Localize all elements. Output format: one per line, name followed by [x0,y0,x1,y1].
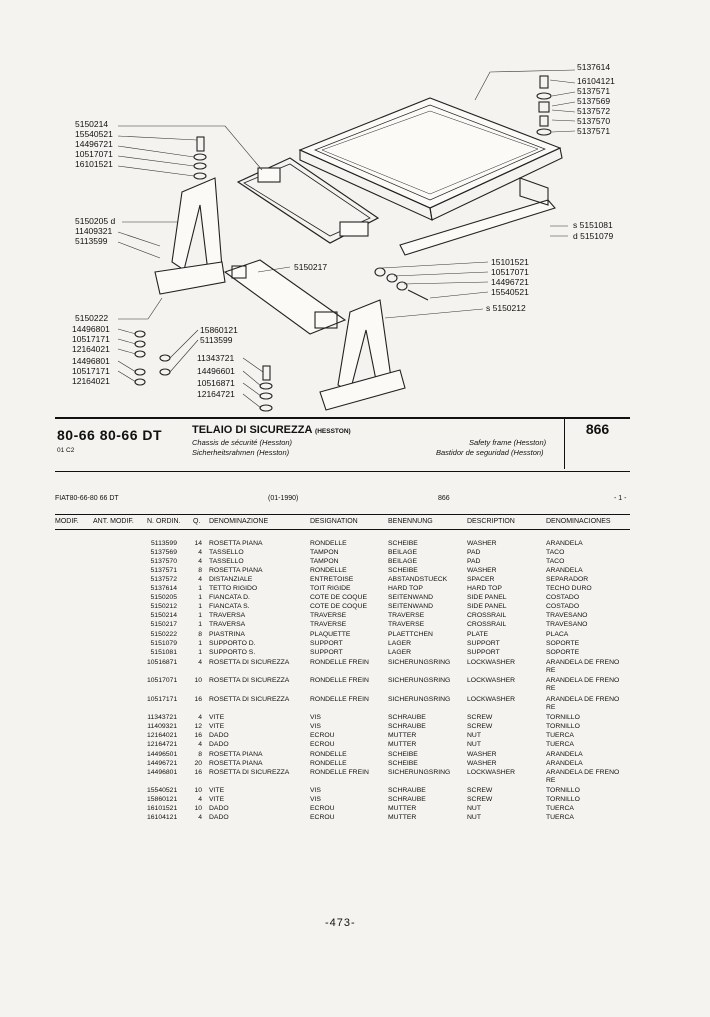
col-de: BENENNUNG [388,518,433,525]
cell-en: HARD TOP [467,585,502,592]
cell-it: ROSETTA DI SICUREZZA [209,677,290,684]
cell-ord: 5137571 [150,567,177,574]
cell-q: 20 [194,760,202,767]
cell-fr: RONDELLE [310,760,347,767]
cell-es: ARANDELA [546,751,583,758]
cell-fr: ENTRETOISE [310,576,354,583]
cell-q: 4 [198,714,202,721]
cell-en: CROSSRAIL [467,621,507,628]
cell-ord: 11343721 [147,714,177,721]
cell-en: SIDE PANEL [467,603,507,610]
cell-fr: SUPPORT [310,649,343,656]
cell-fr: COTE DE COQUE [310,603,368,610]
cell-fr: TRAVERSE [310,612,347,619]
cell-it: DADO [209,732,229,739]
cell-fr: RONDELLE FREIN [310,659,369,666]
cell-es: ARANDELA [546,540,583,547]
cell-it: ROSETTA PIANA [209,567,263,574]
cell-es: ARANDELA DE FRENO RE [546,677,620,692]
cell-it: TASSELLO [209,558,244,565]
cell-ord: 5151079 [150,640,177,647]
part-label: s 5150212 [486,303,526,313]
part-label: 5137571 [577,86,611,96]
cell-en: PLATE [467,631,489,638]
cell-fr: RONDELLE [310,567,347,574]
part-label: 12164021 [72,344,110,354]
frame-name-es: Bastidor de seguridad (Hesston) [436,448,544,457]
cell-fr: COTE DE COQUE [310,594,368,601]
frame-name-it-text: TELAIO DI SICUREZZA [192,424,312,436]
cell-es: ARANDELA [546,567,583,574]
hard-top-roof [300,98,562,220]
cell-en: LOCKWASHER [467,677,516,684]
cell-de: BEILAGE [388,549,418,556]
cell-es: SOPORTE [546,649,580,656]
cell-de: SICHERUNGSRING [388,696,451,703]
hardware-top-left [194,137,206,179]
model-codes: 01 C2 [57,447,75,454]
cell-fr: ECROU [310,741,335,748]
cell-fr: TAMPON [310,549,339,556]
cell-de: MUTTER [388,741,417,748]
cell-ord: 10517071 [147,677,178,684]
cell-en: SCREW [467,723,493,730]
list-model: FIAT80-66-80 66 DT [55,495,119,502]
cell-it: DADO [209,805,229,812]
cell-ord: 14496801 [147,769,178,776]
cell-ord: 5150205 [150,594,177,601]
cell-es: ARANDELA DE FRENO RE [546,769,620,784]
part-label: 12164721 [197,389,235,399]
frame-name-it-note: (HESSTON) [315,428,351,435]
cell-q: 1 [198,640,202,647]
cell-es: ARANDELA [546,760,583,767]
cell-de: SCHEIBE [388,567,418,574]
cell-de: SICHERUNGSRING [388,769,451,776]
cell-ord: 16104121 [147,814,178,821]
part-label: 10517071 [75,149,113,159]
cell-es: COSTADO [546,603,580,610]
cell-ord: 5137572 [150,576,177,583]
cell-de: MUTTER [388,805,417,812]
cell-fr: ECROU [310,732,335,739]
cell-it: ROSETTA PIANA [209,751,263,758]
cell-ord: 5150222 [150,631,177,638]
part-label: 14496601 [197,366,235,376]
cell-en: LOCKWASHER [467,696,516,703]
cell-es: TRAVESANO [546,612,588,619]
cell-en: PAD [467,549,481,556]
cell-fr: RONDELLE [310,540,347,547]
cell-fr: TRAVERSE [310,621,347,628]
frame-name-it [192,424,351,436]
part-label: 5137572 [577,106,611,116]
part-label: 14496801 [72,356,110,366]
cell-de: SCHRAUBE [388,796,426,803]
cell-de: SCHRAUBE [388,787,426,794]
cell-en: WASHER [467,751,497,758]
cell-de: SEITENWAND [388,594,434,601]
cell-ord: 5137569 [150,549,177,556]
frame-name-en: Safety frame (Hesston) [469,438,547,447]
cell-fr: VIS [310,714,321,721]
part-label: 15540521 [491,287,529,297]
cell-es: ARANDELA DE FRENO RE [546,659,620,674]
cell-ord: 15540521 [147,787,178,794]
cell-de: SCHEIBE [388,540,418,547]
cell-it: TRAVERSA [209,621,246,628]
cell-it: SUPPORTO D. [209,640,256,647]
cell-it: VITE [209,796,225,803]
cell-en: NUT [467,732,481,739]
cell-de: LAGER [388,649,412,656]
col-ord: N. ORDIN. [147,518,181,525]
cell-es: COSTADO [546,594,580,601]
part-label: 5137614 [577,62,611,72]
model-name: 80-66 80-66 DT [57,427,163,443]
cell-it: ROSETTA PIANA [209,540,263,547]
cell-q: 16 [194,732,202,739]
col-fr: DESIGNATION [310,518,358,525]
part-label: 14496721 [491,277,529,287]
cell-it: DADO [209,814,229,821]
part-label: 5137570 [577,116,611,126]
cell-it: VITE [209,723,225,730]
part-label: 11409321 [75,226,113,236]
cell-de: SICHERUNGSRING [388,677,451,684]
col-ant-modif: ANT. MODIF. [93,518,134,525]
cell-q: 10 [194,805,202,812]
cell-es: SEPARADOR [546,576,589,583]
cell-q: 1 [198,603,202,610]
cell-ord: 11409321 [147,723,177,730]
cell-de: SCHRAUBE [388,714,426,721]
cell-q: 16 [194,769,202,776]
cell-q: 4 [198,576,202,583]
cell-q: 4 [198,549,202,556]
cell-es: TUERCA [546,741,574,748]
cell-q: 8 [198,567,202,574]
col-en: DESCRIPTION [467,518,515,525]
column-header [55,514,630,530]
cell-en: LOCKWASHER [467,769,516,776]
part-label: 10517171 [72,334,110,344]
cell-de: SICHERUNGSRING [388,659,451,666]
cell-en: SUPPORT [467,649,500,656]
cell-en: CROSSRAIL [467,612,507,619]
cell-en: SPACER [467,576,495,583]
cell-it: VITE [209,714,225,721]
cell-q: 8 [198,631,202,638]
cell-ord: 16101521 [147,805,178,812]
part-label: 10517171 [72,366,110,376]
col-es: DENOMINACIONES [546,518,611,525]
cell-ord: 14496501 [147,751,178,758]
part-label: 10517071 [491,267,529,277]
cell-q: 8 [198,751,202,758]
cell-q: 1 [198,594,202,601]
part-label: 12164021 [72,376,110,386]
part-label: s 5151081 [573,220,613,230]
cell-de: MUTTER [388,732,417,739]
cell-ord: 12164021 [147,732,178,739]
cell-de: PLAETTCHEN [388,631,433,638]
part-label: 10516871 [197,378,235,388]
cell-it: TETTO RIGIDO [209,585,258,592]
title-block [55,417,630,472]
cell-fr: TAMPON [310,558,339,565]
cell-es: SOPORTE [546,640,580,647]
cell-it: ROSETTA DI SICUREZZA [209,769,290,776]
part-label: 5113599 [200,335,233,345]
cell-fr: TOIT RIGIDE [310,585,351,592]
frame-name-de: Sicherheitsrahmen (Hesston) [192,448,290,457]
cell-en: WASHER [467,760,497,767]
cell-fr: RONDELLE FREIN [310,677,369,684]
cell-fr: SUPPORT [310,640,343,647]
cell-de: SCHEIBE [388,751,418,758]
col-modif: MODIF. [55,518,79,525]
cell-q: 10 [194,677,202,684]
cell-es: TORNILLO [546,787,580,794]
cell-de: SEITENWAND [388,603,434,610]
cell-ord: 12164721 [147,741,178,748]
cell-en: SCREW [467,714,493,721]
cell-it: ROSETTA DI SICUREZZA [209,696,290,703]
cell-it: VITE [209,787,225,794]
table-number: 866 [564,417,630,469]
cell-ord: 14496721 [147,760,178,767]
cell-q: 4 [198,814,202,821]
cell-ord: 5150214 [150,612,177,619]
col-it: DENOMINAZIONE [209,518,269,525]
cell-es: TACO [546,558,565,565]
cell-en: SUPPORT [467,640,500,647]
part-label: 5150222 [75,313,109,323]
cell-en: PAD [467,558,481,565]
part-label: 14496801 [72,324,110,334]
cell-en: WASHER [467,567,497,574]
cell-q: 4 [198,741,202,748]
cell-it: SUPPORTO S. [209,649,256,656]
cell-ord: 5113599 [151,540,177,547]
cell-de: LAGER [388,640,412,647]
cell-ord: 5150217 [150,621,177,628]
cell-fr: RONDELLE FREIN [310,696,369,703]
cell-en: LOCKWASHER [467,659,516,666]
cell-q: 1 [198,612,202,619]
cell-es: TUERCA [546,814,574,821]
part-label: 16104121 [577,76,615,86]
cell-es: TUERCA [546,805,574,812]
cell-de: ABSTANDSTUECK [388,576,448,583]
hardware-mid-right [375,268,428,300]
part-label: 5137569 [577,96,611,106]
list-page: - 1 - [614,495,627,502]
cell-it: TASSELLO [209,549,244,556]
part-label: 5150205 d [75,216,116,226]
cell-fr: VIS [310,796,321,803]
cell-en: SCREW [467,787,493,794]
cell-en: SCREW [467,796,493,803]
cell-q: 4 [198,659,202,666]
cell-it: ROSETTA DI SICUREZZA [209,659,290,666]
cell-es: PLACA [546,631,569,638]
cell-es: TUERCA [546,732,574,739]
part-label: 15860121 [200,325,238,335]
cell-ord: 10516871 [147,659,178,666]
part-label: 5113599 [75,236,108,246]
cell-es: TECHO DURO [546,585,592,592]
cell-q: 1 [198,585,202,592]
cell-en: WASHER [467,540,497,547]
cell-q: 4 [198,558,202,565]
cell-fr: RONDELLE [310,751,347,758]
cell-fr: VIS [310,723,321,730]
part-label: d 5151079 [573,231,614,241]
cell-fr: ECROU [310,814,335,821]
part-label: 16101521 [75,159,113,169]
page-number: -473- [325,917,356,929]
part-label: 11343721 [197,353,235,363]
cell-en: SIDE PANEL [467,594,507,601]
frame-name-fr: Chassis de sécurité (Hesston) [192,438,293,447]
cell-es: TORNILLO [546,796,580,803]
cell-it: DISTANZIALE [209,576,253,583]
cell-ord: 10517171 [147,696,178,703]
cell-es: TORNILLO [546,723,580,730]
cell-it: PIASTRINA [209,631,245,638]
cell-q: 10 [194,787,202,794]
cell-de: MUTTER [388,814,417,821]
cell-q: 4 [198,796,202,803]
part-label: 15101521 [491,257,529,267]
cell-en: NUT [467,741,481,748]
cell-fr: ECROU [310,805,335,812]
part-label: 14496721 [75,139,113,149]
cell-es: TRAVESANO [546,621,588,628]
hardware-top-right [537,76,551,135]
cell-en: NUT [467,805,481,812]
cell-ord: 5137570 [150,558,177,565]
cell-ord: 15860121 [147,796,178,803]
part-label: 5150217 [294,262,328,272]
cell-q: 12 [194,723,202,730]
part-label: 15540521 [75,129,113,139]
cell-ord: 5137614 [150,585,177,592]
cell-es: TACO [546,549,565,556]
cell-de: TRAVERSE [388,621,425,628]
cell-en: NUT [467,814,481,821]
cell-it: FIANCATA D. [209,594,250,601]
cell-q: 16 [194,696,202,703]
side-panel-5150205 [155,178,225,294]
cell-it: ROSETTA PIANA [209,760,263,767]
part-label: 5150214 [75,119,109,129]
cell-q: 1 [198,621,202,628]
cell-de: TRAVERSE [388,612,425,619]
cell-fr: PLAQUETTE [310,631,351,638]
cell-de: SCHEIBE [388,760,418,767]
cell-ord: 5151081 [150,649,177,656]
cell-de: BEILAGE [388,558,418,565]
cell-es: ARANDELA DE FRENO RE [546,696,620,711]
cell-it: FIANCATA S. [209,603,250,610]
cell-de: HARD TOP [388,585,423,592]
cell-ord: 5150212 [150,603,177,610]
col-q: Q. [193,518,201,525]
cell-fr: RONDELLE FREIN [310,769,369,776]
list-table: 866 [438,495,450,502]
cell-q: 14 [194,540,202,547]
list-date: (01-1990) [268,495,299,502]
part-label: 5137571 [577,126,611,136]
cell-q: 1 [198,649,202,656]
cell-it: TRAVERSA [209,612,246,619]
cell-de: SCHRAUBE [388,723,426,730]
cell-it: DADO [209,741,229,748]
cell-es: TORNILLO [546,714,580,721]
cell-fr: VIS [310,787,321,794]
